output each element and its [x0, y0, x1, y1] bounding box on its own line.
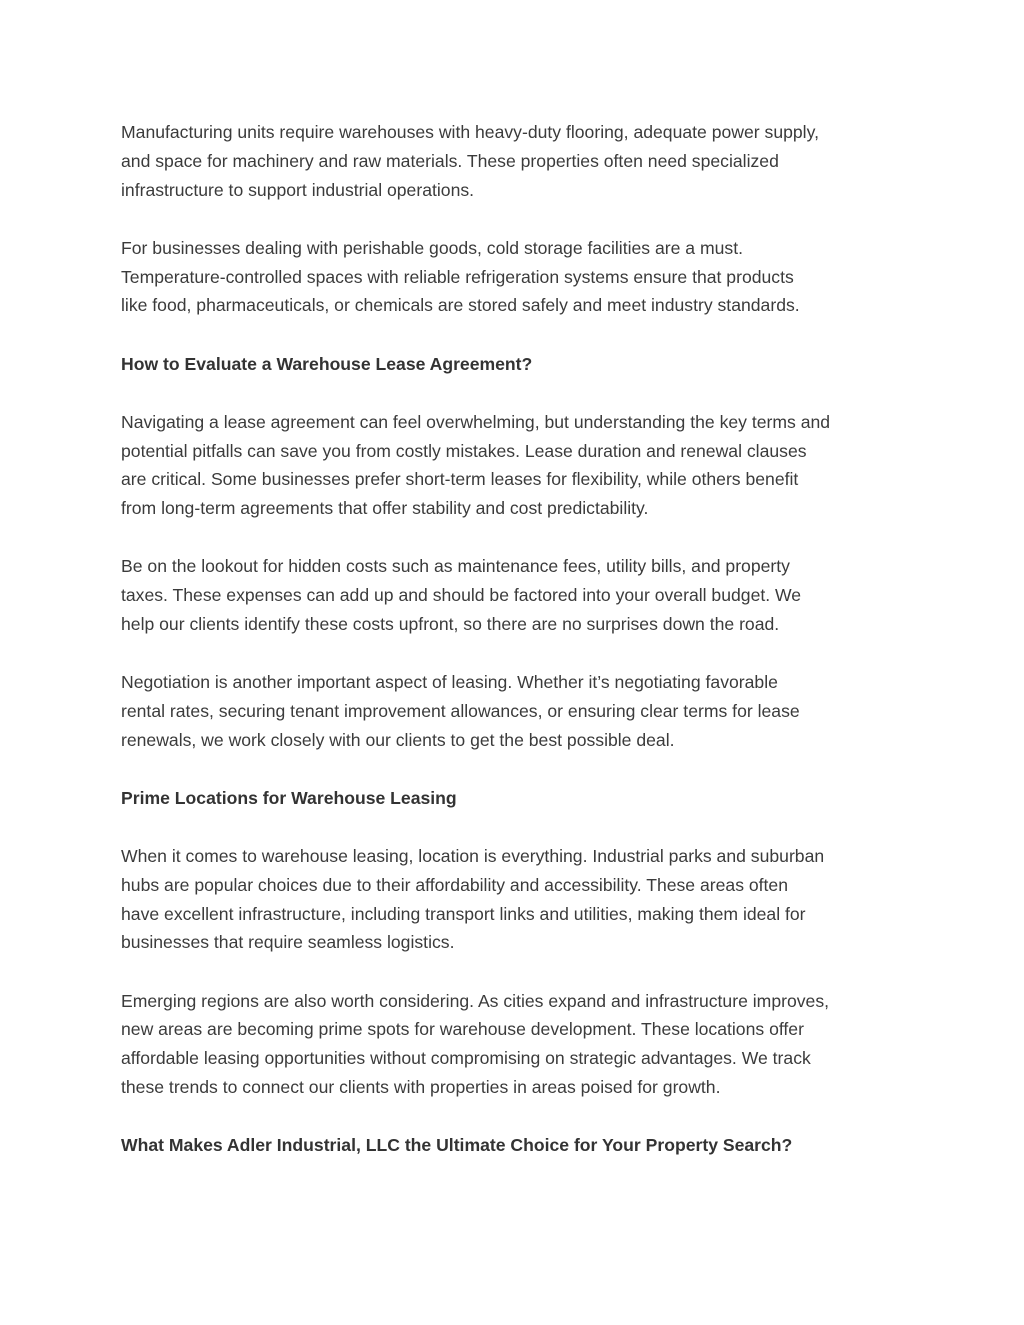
text-line: Navigating a lease agreement can feel overwhelming, but understanding the key terms and: [121, 411, 831, 432]
text-line: and space for machinery and raw materials. These properties often need specialized: [121, 150, 779, 171]
text-line: renewals, we work closely with our clients to get the best possible deal.: [121, 729, 675, 750]
text-line: from long-term agreements that offer stability and cost predictability.: [121, 498, 649, 519]
text-line: Emerging regions are also worth considering. As cities expand and infrastructure improves,: [121, 990, 830, 1011]
text-line: like food, pharmaceuticals, or chemicals are stored safely and meet industry standards.: [121, 295, 800, 316]
text-line: have excellent infrastructure, including transport links and utilities, making them ideal for: [121, 903, 806, 924]
text-line: Be on the lookout for hidden costs such as maintenance fees, utility bills, and property: [121, 556, 790, 577]
heading-text: What Makes Adler Industrial, LLC the Ultimate Choice for Your Property Search?: [121, 1135, 793, 1156]
heading-evaluate-lease: [121, 350, 911, 379]
heading-adler-industrial: [121, 1131, 911, 1160]
paragraph-lease-agreement: [121, 408, 911, 523]
text-line: infrastructure to support industrial operations.: [121, 179, 475, 200]
text-line: For businesses dealing with perishable goods, cold storage facilities are a must.: [121, 237, 743, 258]
paragraph-manufacturing-units: [121, 118, 911, 204]
text-line: affordable leasing opportunities without compromising on strategic advantages. We track: [121, 1048, 811, 1069]
text-line: taxes. These expenses can add up and should be factored into your overall budget. We: [121, 585, 802, 606]
text-line: Temperature-controlled spaces with reliable refrigeration systems ensure that products: [121, 266, 794, 287]
text-line: help our clients identify these costs upfront, so there are no surprises down the road.: [121, 613, 780, 634]
document-body: [121, 118, 911, 1189]
text-line: rental rates, securing tenant improvement allowances, or ensuring clear terms for lease: [121, 700, 800, 721]
paragraph-negotiation: [121, 668, 911, 754]
text-line: these trends to connect our clients with properties in areas poised for growth.: [121, 1077, 721, 1098]
text-line: new areas are becoming prime spots for warehouse development. These locations offer: [121, 1019, 804, 1040]
heading-text: How to Evaluate a Warehouse Lease Agreement?: [121, 353, 533, 374]
text-line: Negotiation is another important aspect of leasing. Whether it’s negotiating favorable: [121, 672, 778, 693]
text-line: When it comes to warehouse leasing, location is everything. Industrial parks and suburban: [121, 846, 825, 867]
text-line: Manufacturing units require warehouses with heavy-duty flooring, adequate power supply,: [121, 122, 819, 142]
paragraph-cold-storage: [121, 234, 911, 320]
text-line: potential pitfalls can save you from costly mistakes. Lease duration and renewal clauses: [121, 440, 807, 461]
text-line: businesses that require seamless logistics.: [121, 932, 455, 953]
heading-prime-locations: [121, 784, 911, 813]
text-line: hubs are popular choices due to their affordability and accessibility. These areas often: [121, 874, 789, 895]
paragraph-emerging-regions: [121, 987, 911, 1102]
text-line: are critical. Some businesses prefer short-term leases for flexibility, while others benefit: [121, 469, 799, 490]
paragraph-hidden-costs: [121, 552, 911, 638]
heading-text: Prime Locations for Warehouse Leasing: [121, 787, 457, 808]
paragraph-location-everything: [121, 842, 911, 957]
